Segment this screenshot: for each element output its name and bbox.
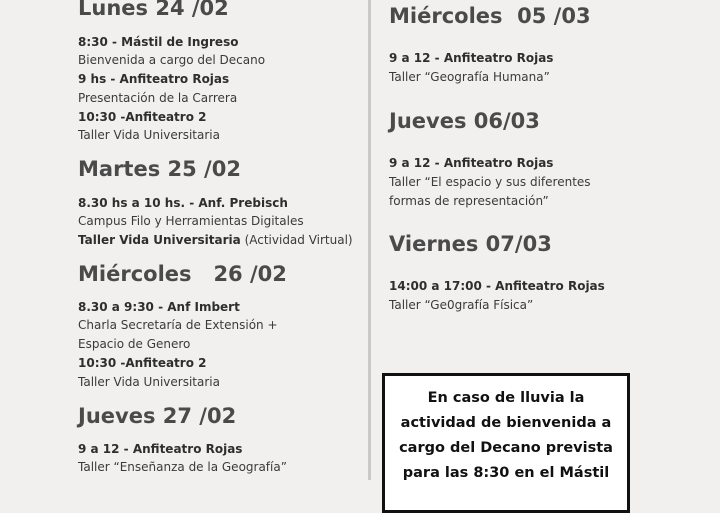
event-time-place: 8.30 hs a 10 hs. - Anf. Prebisch xyxy=(78,196,288,210)
day-heading-miercoles-05: Miércoles 05 /03 xyxy=(389,4,591,28)
event-description: Campus Filo y Herramientas Digitales xyxy=(78,214,304,228)
event-description: Taller “Geografía Humana” xyxy=(389,70,550,84)
day-heading-jueves-06: Jueves 06/03 xyxy=(389,109,540,133)
event-note: (Actividad Virtual) xyxy=(240,233,353,247)
event-description: formas de representación” xyxy=(389,194,549,208)
event-description: Taller Vida Universitaria xyxy=(78,128,220,142)
day-heading-viernes-07: Viernes 07/03 xyxy=(389,232,552,256)
event-time-place: 8.30 a 9:30 - Anf Imbert xyxy=(78,300,240,314)
day-heading-martes: Martes 25 /02 xyxy=(78,157,241,181)
rain-notice-box xyxy=(382,373,630,513)
event-description: Presentación de la Carrera xyxy=(78,91,238,105)
event-description: Taller “Ge0grafía Física” xyxy=(389,298,534,312)
event-description: Espacio de Genero xyxy=(78,337,191,351)
event-description: Taller “Enseñanza de la Geografía” xyxy=(78,460,287,474)
day-heading-miercoles: Miércoles 26 /02 xyxy=(78,262,287,286)
notice-line: cargo del Decano prevista xyxy=(399,440,613,456)
notice-line: para las 8:30 en el Mástil xyxy=(402,465,610,481)
notice-line: actividad de bienvenida a xyxy=(400,415,612,431)
event-description: Taller “El espacio y sus diferentes xyxy=(389,175,591,189)
event-time-place: 9 hs - Anfiteatro Rojas xyxy=(78,72,230,86)
event-title: Taller Vida Universitaria xyxy=(78,233,241,247)
day-heading-lunes: Lunes 24 /02 xyxy=(78,0,229,20)
notice-line: En caso de lluvia la xyxy=(427,390,585,406)
event-description-mixed xyxy=(78,233,353,248)
event-time-place: 14:00 a 17:00 - Anfiteatro Rojas xyxy=(389,279,605,293)
event-time-place: 9 a 12 - Anfiteatro Rojas xyxy=(389,51,554,65)
event-description: Bienvenida a cargo del Decano xyxy=(78,53,266,67)
event-time-place: 10:30 -Anfiteatro 2 xyxy=(78,110,207,124)
event-time-place: 9 a 12 - Anfiteatro Rojas xyxy=(78,442,243,456)
day-heading-jueves: Jueves 27 /02 xyxy=(78,404,237,428)
event-time-place: 8:30 - Mástil de Ingreso xyxy=(78,35,239,49)
column-divider xyxy=(368,0,371,480)
event-description: Taller Vida Universitaria xyxy=(78,375,220,389)
event-time-place: 10:30 -Anfiteatro 2 xyxy=(78,356,207,370)
event-description: Charla Secretaría de Extensión + xyxy=(78,318,278,332)
event-time-place: 9 a 12 - Anfiteatro Rojas xyxy=(389,156,554,170)
